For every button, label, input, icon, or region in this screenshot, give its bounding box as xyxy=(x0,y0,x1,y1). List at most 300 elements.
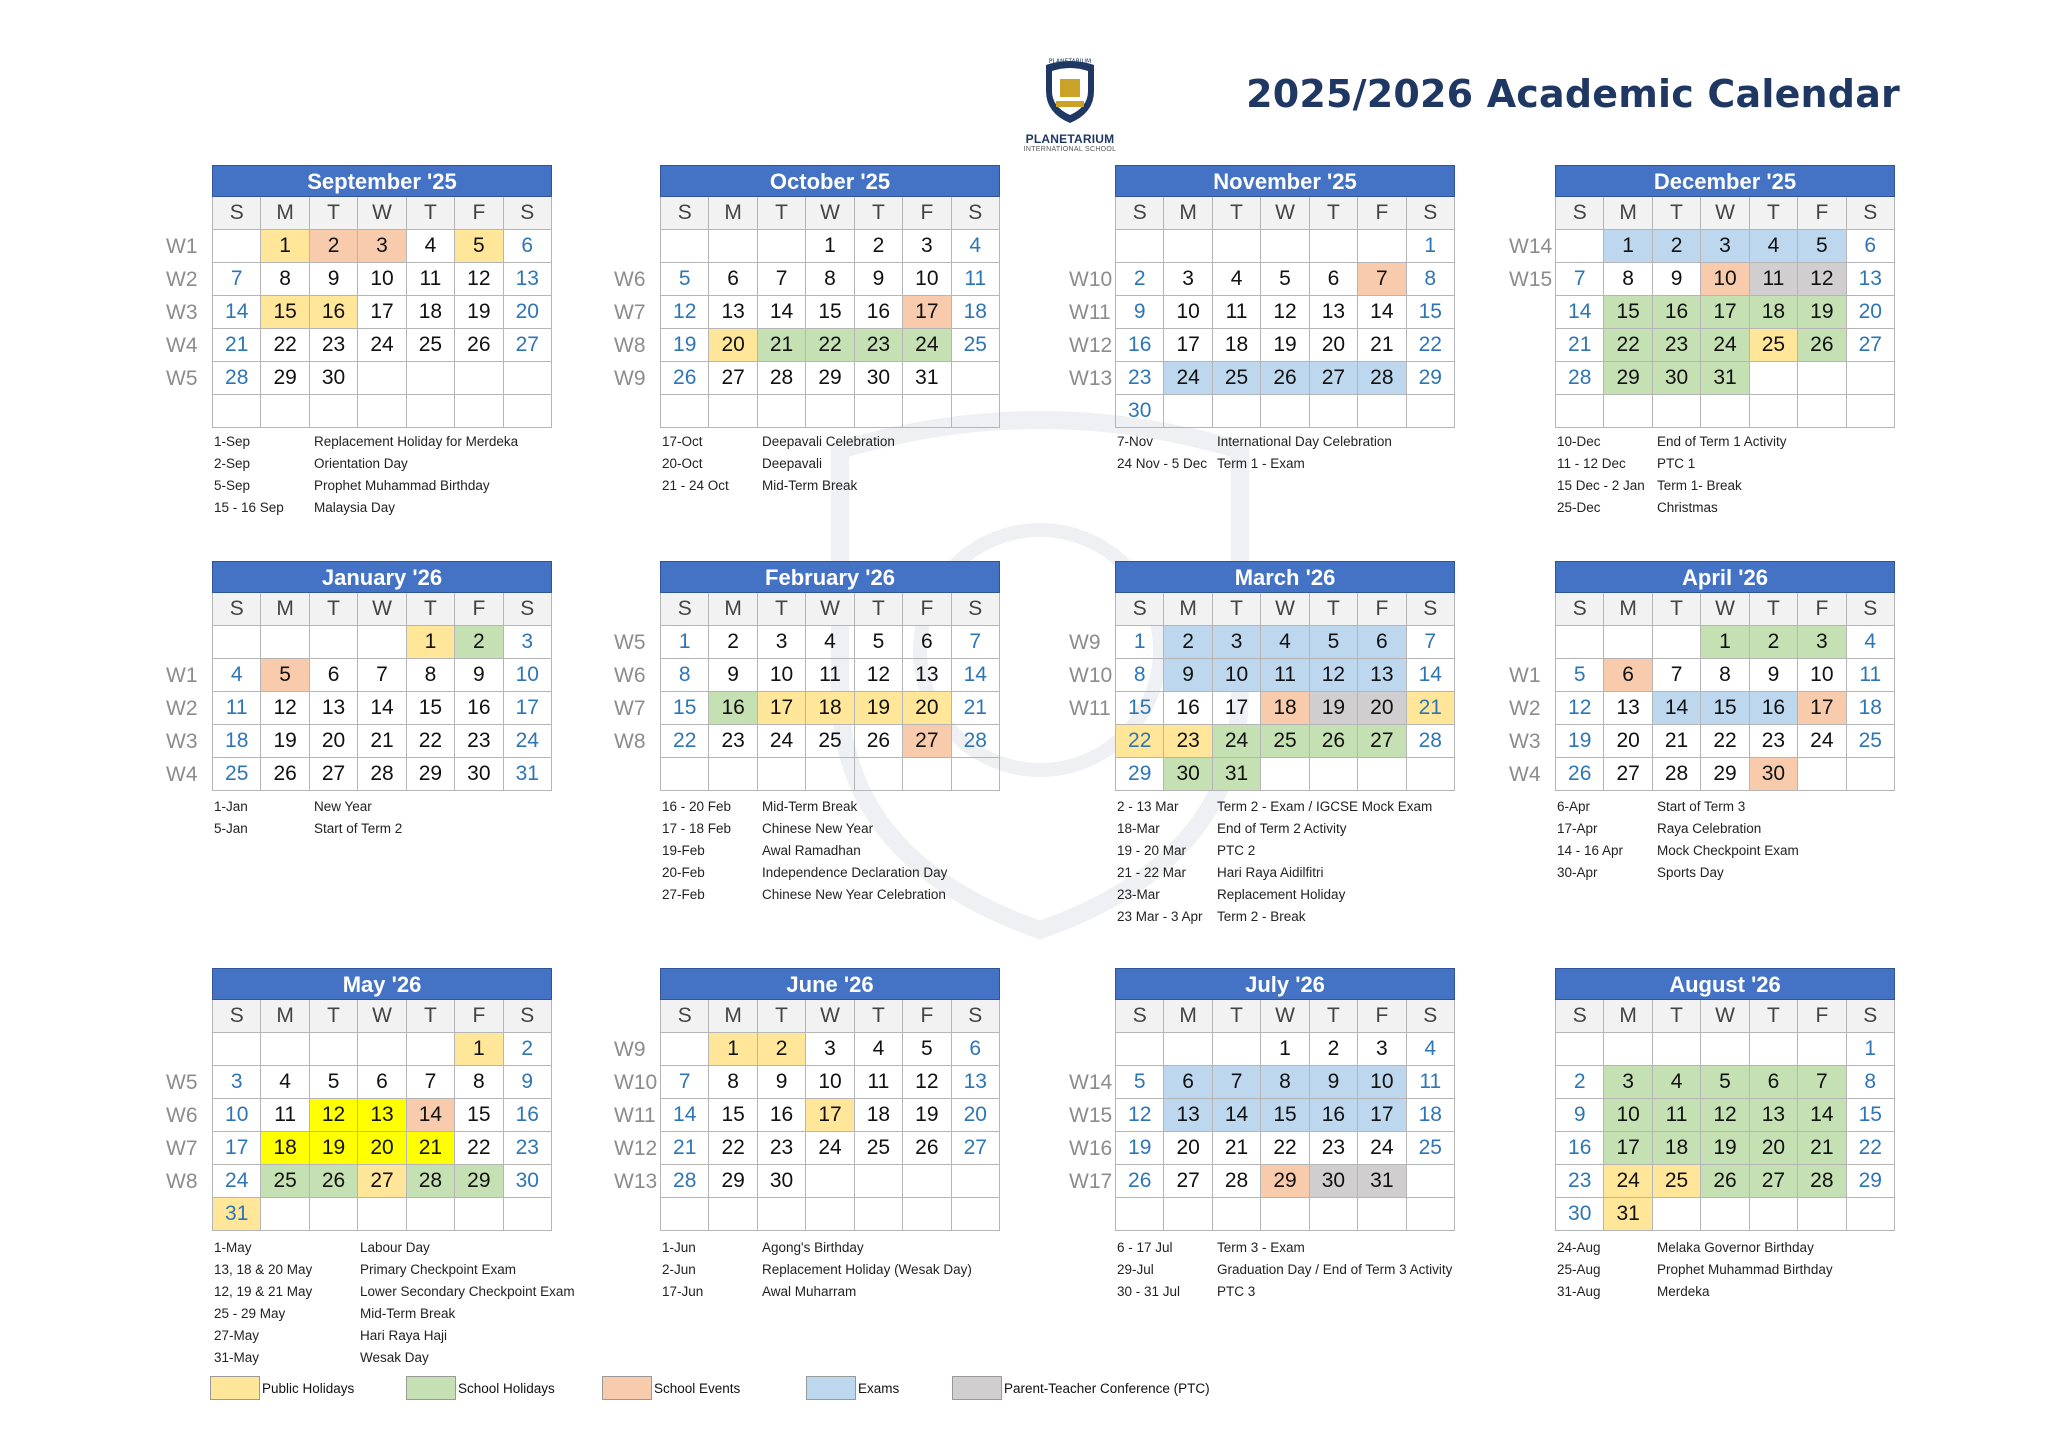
note-row xyxy=(662,452,1062,474)
day-cell: 8 xyxy=(1407,263,1455,296)
day-of-week-header: T xyxy=(1213,197,1261,230)
legend-swatch xyxy=(806,1376,856,1400)
day-cell: 7 xyxy=(661,1066,709,1099)
legend-swatch xyxy=(952,1376,1002,1400)
note-text: Term 1 - Exam xyxy=(1217,455,1305,471)
day-cell: 24 xyxy=(1798,725,1846,758)
day-cell: 21 xyxy=(1407,692,1455,725)
day-cell: 12 xyxy=(1261,296,1309,329)
day-cell: 18 xyxy=(1261,692,1309,725)
day-of-week-header: W xyxy=(806,593,854,626)
note-date: 30-Apr xyxy=(1557,864,1598,880)
note-text: Awal Muharram xyxy=(762,1283,857,1299)
day-cell: 8 xyxy=(1116,659,1164,692)
day-cell: 29 xyxy=(1847,1165,1895,1198)
empty-cell xyxy=(407,362,455,395)
day-cell: 24 xyxy=(758,725,806,758)
note-text: Hari Raya Haji xyxy=(360,1327,448,1343)
empty-cell xyxy=(1847,362,1895,395)
day-cell: 25 xyxy=(952,329,1000,362)
day-cell: 30 xyxy=(855,362,903,395)
day-cell: 15 xyxy=(1407,296,1455,329)
note-row xyxy=(1557,1280,1957,1302)
day-cell: 10 xyxy=(504,659,552,692)
day-cell: 13 xyxy=(1164,1099,1212,1132)
empty-cell xyxy=(504,1198,552,1231)
day-cell: 8 xyxy=(1604,263,1652,296)
day-cell: 22 xyxy=(1407,329,1455,362)
day-cell: 8 xyxy=(709,1066,757,1099)
note-row xyxy=(1117,1280,1557,1302)
empty-cell xyxy=(407,1198,455,1231)
empty-cell xyxy=(903,1198,951,1231)
day-cell: 13 xyxy=(1310,296,1358,329)
day-cell: 28 xyxy=(358,758,406,791)
note-date: 6 - 17 Jul xyxy=(1117,1239,1173,1255)
day-cell: 27 xyxy=(952,1132,1000,1165)
empty-cell xyxy=(709,230,757,263)
empty-cell xyxy=(661,1033,709,1066)
day-cell: 19 xyxy=(1798,296,1846,329)
empty-cell xyxy=(855,758,903,791)
day-cell: 7 xyxy=(1407,626,1455,659)
day-cell: 24 xyxy=(358,329,406,362)
week-label: W6 xyxy=(166,1104,198,1127)
day-cell: 30 xyxy=(1556,1198,1604,1231)
month-title: October '25 xyxy=(660,165,1000,197)
day-cell: 27 xyxy=(1358,725,1406,758)
note-row xyxy=(214,1346,614,1368)
note-text: Prophet Muhammad Birthday xyxy=(1657,1261,1833,1277)
day-cell: 27 xyxy=(310,758,358,791)
day-cell: 15 xyxy=(407,692,455,725)
day-cell: 28 xyxy=(1798,1165,1846,1198)
empty-cell xyxy=(1358,395,1406,428)
day-cell: 2 xyxy=(758,1033,806,1066)
empty-cell xyxy=(358,362,406,395)
note-row xyxy=(214,430,614,452)
month-grid xyxy=(1555,197,1895,428)
day-of-week-header: W xyxy=(358,1000,406,1033)
empty-cell xyxy=(903,758,951,791)
day-cell: 19 xyxy=(1261,329,1309,362)
week-label: W12 xyxy=(1069,334,1113,357)
day-cell: 28 xyxy=(758,362,806,395)
empty-cell xyxy=(455,395,503,428)
day-of-week-header: S xyxy=(952,1000,1000,1033)
day-cell: 4 xyxy=(952,230,1000,263)
day-cell: 24 xyxy=(1358,1132,1406,1165)
day-of-week-header: W xyxy=(1261,593,1309,626)
day-of-week-header: S xyxy=(1407,593,1455,626)
day-cell: 9 xyxy=(1556,1099,1604,1132)
week-label: W1 xyxy=(1509,664,1541,687)
empty-cell xyxy=(903,395,951,428)
empty-cell xyxy=(1798,1033,1846,1066)
note-date: 6-Apr xyxy=(1557,798,1591,814)
day-cell: 16 xyxy=(455,692,503,725)
empty-cell xyxy=(504,395,552,428)
month-grid xyxy=(212,593,552,791)
month-notes xyxy=(214,1236,614,1368)
day-cell: 18 xyxy=(806,692,854,725)
week-label: W9 xyxy=(1069,631,1101,654)
note-row xyxy=(214,795,614,817)
day-cell: 10 xyxy=(806,1066,854,1099)
day-cell: 26 xyxy=(903,1132,951,1165)
week-label: W2 xyxy=(166,268,198,291)
empty-cell xyxy=(806,395,854,428)
day-cell: 1 xyxy=(1604,230,1652,263)
day-cell: 26 xyxy=(855,725,903,758)
day-of-week-header: W xyxy=(358,593,406,626)
week-label: W10 xyxy=(1069,268,1113,291)
month-notes xyxy=(1117,1236,1557,1302)
day-cell: 14 xyxy=(358,692,406,725)
day-cell: 6 xyxy=(709,263,757,296)
day-cell: 29 xyxy=(1701,758,1749,791)
day-cell: 5 xyxy=(1556,659,1604,692)
page-title: 2025/2026 Academic Calendar xyxy=(1246,72,1900,116)
day-cell: 8 xyxy=(1261,1066,1309,1099)
note-row xyxy=(214,1324,614,1346)
note-text: Primary Checkpoint Exam xyxy=(360,1261,517,1277)
note-row xyxy=(662,1280,1062,1302)
day-of-week-header: S xyxy=(661,593,709,626)
day-of-week-header: S xyxy=(1847,593,1895,626)
day-cell: 21 xyxy=(213,329,261,362)
day-cell: 18 xyxy=(952,296,1000,329)
day-cell: 5 xyxy=(1798,230,1846,263)
note-row xyxy=(662,817,1062,839)
note-text: Chinese New Year xyxy=(762,820,874,836)
crest-icon xyxy=(1040,55,1100,125)
day-cell: 24 xyxy=(1604,1165,1652,1198)
day-of-week-header: S xyxy=(213,197,261,230)
empty-cell xyxy=(261,1198,309,1231)
note-date: 14 - 16 Apr xyxy=(1557,842,1624,858)
day-cell: 15 xyxy=(261,296,309,329)
empty-cell xyxy=(1261,230,1309,263)
week-label: W5 xyxy=(166,367,198,390)
day-of-week-header: M xyxy=(709,593,757,626)
month-title: July '26 xyxy=(1115,968,1455,1000)
day-cell: 8 xyxy=(1701,659,1749,692)
empty-cell xyxy=(1261,758,1309,791)
day-cell: 11 xyxy=(407,263,455,296)
week-label: W14 xyxy=(1069,1071,1113,1094)
day-cell: 25 xyxy=(1653,1165,1701,1198)
day-cell: 23 xyxy=(1750,725,1798,758)
day-cell: 25 xyxy=(407,329,455,362)
day-cell: 12 xyxy=(455,263,503,296)
day-cell: 16 xyxy=(1116,329,1164,362)
empty-cell xyxy=(855,1165,903,1198)
day-cell: 3 xyxy=(504,626,552,659)
note-text: PTC 3 xyxy=(1217,1283,1256,1299)
day-cell: 19 xyxy=(310,1132,358,1165)
day-cell: 30 xyxy=(1750,758,1798,791)
week-label: W14 xyxy=(1509,235,1553,258)
empty-cell xyxy=(213,395,261,428)
note-text: Sports Day xyxy=(1657,864,1724,880)
day-cell: 13 xyxy=(504,263,552,296)
day-cell: 11 xyxy=(213,692,261,725)
day-cell: 18 xyxy=(1653,1132,1701,1165)
day-cell: 26 xyxy=(261,758,309,791)
legend-swatch xyxy=(406,1376,456,1400)
note-text: Awal Ramadhan xyxy=(762,842,861,858)
day-cell: 27 xyxy=(1164,1165,1212,1198)
day-cell: 4 xyxy=(261,1066,309,1099)
month-notes xyxy=(662,795,1062,905)
day-cell: 20 xyxy=(1847,296,1895,329)
day-cell: 2 xyxy=(1116,263,1164,296)
note-date: 17-Jun xyxy=(662,1283,704,1299)
day-cell: 6 xyxy=(952,1033,1000,1066)
note-row xyxy=(214,1280,614,1302)
day-of-week-header: W xyxy=(806,1000,854,1033)
empty-cell xyxy=(758,230,806,263)
day-cell: 25 xyxy=(213,758,261,791)
day-of-week-header: W xyxy=(1701,1000,1749,1033)
day-cell: 26 xyxy=(1798,329,1846,362)
day-cell: 7 xyxy=(358,659,406,692)
day-of-week-header: M xyxy=(1164,197,1212,230)
day-cell: 26 xyxy=(310,1165,358,1198)
day-cell: 13 xyxy=(903,659,951,692)
day-of-week-header: T xyxy=(758,197,806,230)
day-cell: 13 xyxy=(1750,1099,1798,1132)
note-text: Christmas xyxy=(1657,499,1718,515)
day-cell: 28 xyxy=(1213,1165,1261,1198)
day-of-week-header: F xyxy=(455,1000,503,1033)
day-of-week-header: F xyxy=(1358,197,1406,230)
day-cell: 23 xyxy=(1116,362,1164,395)
day-cell: 15 xyxy=(1261,1099,1309,1132)
day-cell: 28 xyxy=(661,1165,709,1198)
day-cell: 17 xyxy=(758,692,806,725)
day-cell: 11 xyxy=(1261,659,1309,692)
day-cell: 23 xyxy=(504,1132,552,1165)
empty-cell xyxy=(1310,1198,1358,1231)
day-cell: 13 xyxy=(709,296,757,329)
day-cell: 18 xyxy=(855,1099,903,1132)
empty-cell xyxy=(310,395,358,428)
day-cell: 16 xyxy=(310,296,358,329)
note-text: Start of Term 3 xyxy=(1657,798,1746,814)
day-cell: 25 xyxy=(855,1132,903,1165)
month-grid xyxy=(1115,593,1455,791)
day-of-week-header: S xyxy=(1407,1000,1455,1033)
day-cell: 15 xyxy=(1847,1099,1895,1132)
day-cell: 2 xyxy=(1556,1066,1604,1099)
month-grid xyxy=(1115,197,1455,428)
note-row xyxy=(1117,883,1557,905)
day-cell: 3 xyxy=(1164,263,1212,296)
day-cell: 14 xyxy=(661,1099,709,1132)
day-of-week-header: T xyxy=(758,593,806,626)
day-cell: 22 xyxy=(1701,725,1749,758)
note-date: 15 - 16 Sep xyxy=(214,499,284,515)
empty-cell xyxy=(1261,1198,1309,1231)
legend-label: School Events xyxy=(654,1380,741,1396)
day-cell: 13 xyxy=(952,1066,1000,1099)
month-grid xyxy=(212,1000,552,1231)
day-cell: 20 xyxy=(1750,1132,1798,1165)
note-date: 2-Jun xyxy=(662,1261,696,1277)
day-cell: 14 xyxy=(1358,296,1406,329)
day-cell: 21 xyxy=(1653,725,1701,758)
empty-cell xyxy=(1261,395,1309,428)
month-march xyxy=(1115,561,1455,791)
empty-cell xyxy=(1653,1033,1701,1066)
empty-cell xyxy=(504,362,552,395)
empty-cell xyxy=(661,395,709,428)
empty-cell xyxy=(1213,395,1261,428)
day-of-week-header: S xyxy=(661,197,709,230)
month-april xyxy=(1555,561,1895,791)
note-text: End of Term 1 Activity xyxy=(1657,433,1787,449)
day-cell: 4 xyxy=(1407,1033,1455,1066)
empty-cell xyxy=(1750,362,1798,395)
day-cell: 6 xyxy=(1750,1066,1798,1099)
day-cell: 23 xyxy=(1164,725,1212,758)
note-date: 17 - 18 Feb xyxy=(662,820,732,836)
day-cell: 21 xyxy=(758,329,806,362)
day-cell: 13 xyxy=(1358,659,1406,692)
day-cell: 14 xyxy=(952,659,1000,692)
day-cell: 21 xyxy=(358,725,406,758)
note-date: 21 - 22 Mar xyxy=(1117,864,1187,880)
day-cell: 19 xyxy=(455,296,503,329)
month-title: September '25 xyxy=(212,165,552,197)
day-cell: 1 xyxy=(261,230,309,263)
day-cell: 31 xyxy=(1213,758,1261,791)
empty-cell xyxy=(758,395,806,428)
note-date: 21 - 24 Oct xyxy=(662,477,729,493)
day-cell: 6 xyxy=(903,626,951,659)
empty-cell xyxy=(855,1198,903,1231)
month-grid xyxy=(660,197,1000,428)
month-october xyxy=(660,165,1000,428)
day-cell: 19 xyxy=(855,692,903,725)
note-row xyxy=(1117,452,1557,474)
day-cell: 9 xyxy=(1750,659,1798,692)
day-cell: 7 xyxy=(758,263,806,296)
note-row xyxy=(1557,795,1957,817)
day-of-week-header: S xyxy=(1116,1000,1164,1033)
note-date: 25 - 29 May xyxy=(214,1305,286,1321)
crest-seal-text: PLANETARIUM xyxy=(1048,58,1092,65)
empty-cell xyxy=(1407,395,1455,428)
day-cell: 27 xyxy=(1847,329,1895,362)
day-of-week-header: F xyxy=(1798,1000,1846,1033)
day-cell: 3 xyxy=(1798,626,1846,659)
note-text: Replacement Holiday for Merdeka xyxy=(314,433,519,449)
day-cell: 28 xyxy=(213,362,261,395)
day-of-week-header: F xyxy=(1798,197,1846,230)
week-label: W1 xyxy=(166,235,198,258)
day-cell: 10 xyxy=(213,1099,261,1132)
legend-swatch xyxy=(210,1376,260,1400)
week-label: W6 xyxy=(614,664,646,687)
day-cell: 27 xyxy=(1750,1165,1798,1198)
day-cell: 7 xyxy=(407,1066,455,1099)
empty-cell xyxy=(1213,1198,1261,1231)
day-of-week-header: T xyxy=(407,197,455,230)
month-notes xyxy=(662,1236,1062,1302)
day-cell: 3 xyxy=(1358,1033,1406,1066)
day-cell: 7 xyxy=(1358,263,1406,296)
empty-cell xyxy=(310,1198,358,1231)
note-date: 24 Nov - 5 Dec xyxy=(1117,455,1208,471)
day-cell: 20 xyxy=(709,329,757,362)
day-cell: 8 xyxy=(407,659,455,692)
note-date: 11 - 12 Dec xyxy=(1557,455,1626,471)
logo-subtitle: INTERNATIONAL SCHOOL xyxy=(1023,146,1117,153)
day-cell: 6 xyxy=(1164,1066,1212,1099)
day-cell: 21 xyxy=(1798,1132,1846,1165)
day-cell: 25 xyxy=(1407,1132,1455,1165)
day-cell: 8 xyxy=(806,263,854,296)
month-notes xyxy=(1557,430,1957,518)
day-of-week-header: T xyxy=(1213,593,1261,626)
day-of-week-header: T xyxy=(407,1000,455,1033)
day-cell: 4 xyxy=(1847,626,1895,659)
day-cell: 22 xyxy=(1116,725,1164,758)
week-label: W9 xyxy=(614,367,646,390)
day-cell: 30 xyxy=(504,1165,552,1198)
month-december xyxy=(1555,165,1895,428)
day-cell: 26 xyxy=(1310,725,1358,758)
legend-item-pub xyxy=(210,1376,406,1400)
day-cell: 9 xyxy=(310,263,358,296)
day-cell: 11 xyxy=(952,263,1000,296)
note-text: PTC 1 xyxy=(1657,455,1696,471)
note-row xyxy=(662,839,1062,861)
day-cell: 6 xyxy=(358,1066,406,1099)
empty-cell xyxy=(407,395,455,428)
day-cell: 26 xyxy=(1556,758,1604,791)
legend-label: School Holidays xyxy=(458,1380,555,1396)
day-of-week-header: T xyxy=(758,1000,806,1033)
day-cell: 3 xyxy=(1213,626,1261,659)
day-cell: 6 xyxy=(504,230,552,263)
day-of-week-header: T xyxy=(1750,593,1798,626)
day-cell: 16 xyxy=(709,692,757,725)
empty-cell xyxy=(1750,395,1798,428)
note-date: 24-Aug xyxy=(1557,1239,1601,1255)
day-cell: 7 xyxy=(952,626,1000,659)
day-cell: 17 xyxy=(213,1132,261,1165)
week-label: W12 xyxy=(614,1137,658,1160)
day-cell: 31 xyxy=(213,1198,261,1231)
day-cell: 31 xyxy=(504,758,552,791)
note-date: 23 Mar - 3 Apr xyxy=(1117,908,1203,924)
day-cell: 5 xyxy=(661,263,709,296)
legend-item-ptc xyxy=(952,1376,1252,1400)
day-of-week-header: T xyxy=(1213,1000,1261,1033)
day-cell: 3 xyxy=(1604,1066,1652,1099)
day-cell: 23 xyxy=(455,725,503,758)
note-row xyxy=(662,1236,1062,1258)
day-cell: 29 xyxy=(1116,758,1164,791)
note-text: Graduation Day / End of Term 3 Activity xyxy=(1217,1261,1453,1277)
week-label: W10 xyxy=(614,1071,658,1094)
empty-cell xyxy=(1701,1033,1749,1066)
day-cell: 17 xyxy=(1164,329,1212,362)
